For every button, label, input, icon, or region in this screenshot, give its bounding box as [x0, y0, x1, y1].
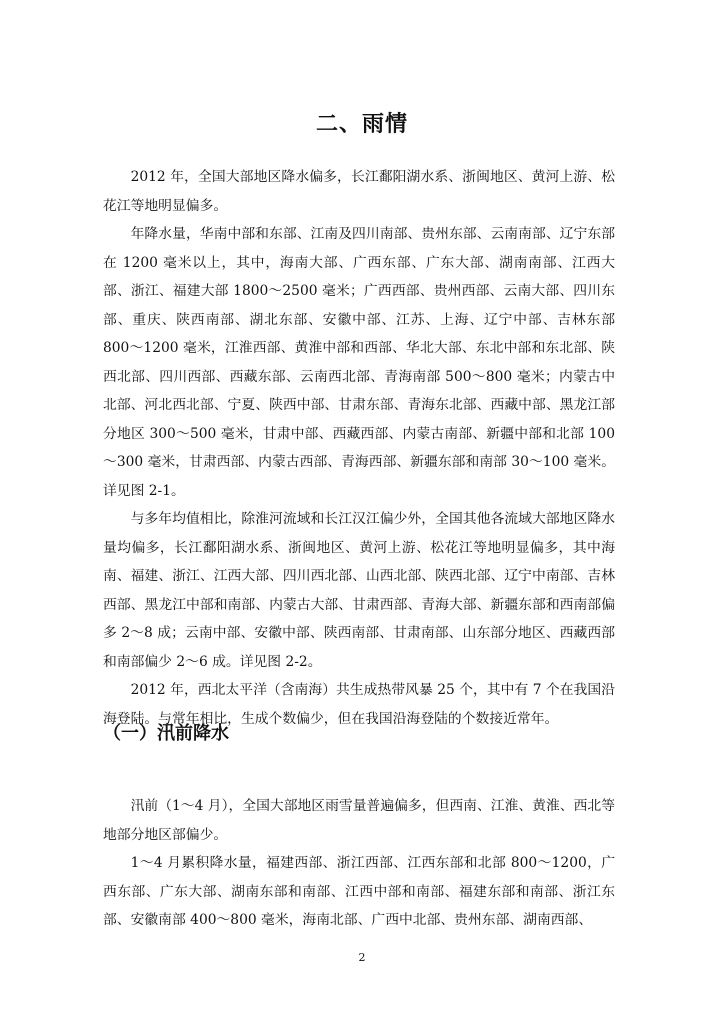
section-b-body — [103, 792, 615, 935]
subsection-heading: （一）汛前降水 — [103, 723, 229, 744]
paragraph: 1～4 月累积降水量，福建西部、浙江西部、江西东部和北部 800～1200，广西东部、广东大部、湖南东部和南部、江西中部和南部、福建东部和南部、浙江东部、安徽南部 400～800 毫米，海南北部、广西中北部、贵州东部、湖南西部、 — [103, 855, 615, 928]
page-number: 2 — [358, 951, 366, 964]
paragraph: 2012 年，全国大部地区降水偏多，长江鄱阳湖水系、浙闽地区、黄河上游、松花江等地明显偏多。 — [103, 169, 615, 214]
paragraph: 与多年均值相比，除淮河流域和长江汉江偏少外，全国其他各流域大部地区降水量均偏多，长江鄱阳湖水系、浙闽地区、黄河上游、松花江等地明显偏多，其中海南、福建、浙江、江西大部、四川西北部、山西北部、陕西北部、辽宁中南部、吉林西部、黑龙江中部和南部、内蒙古大部、甘肃西部、青海大部、新疆东部和西南部偏多 2～8 成；云南中部、安徽中部、陕西南部、甘肃南部、山东部分地区、西藏西部和南部偏少 2～6 成。详见图 2-2。 — [103, 511, 615, 670]
paragraph: 汛前（1～4 月），全国大部地区雨雪量普遍偏多，但西南、江淮、黄淮、西北等地部分地区部偏少。 — [103, 798, 615, 843]
paragraph: 2012 年，西北太平洋（含南海）共生成热带风暴 25 个，其中有 7 个在我国沿海登陆。与常年相比，生成个数偏少，但在我国沿海登陆的个数接近常年。 — [103, 682, 615, 727]
paragraph: 年降水量，华南中部和东部、江南及四川南部、贵州东部、云南南部、辽宁东部在 1200 毫米以上，其中，海南大部、广西东部、广东大部、湖南南部、江西大部、浙江、福建大部 1800～2500 毫米；广西西部、贵州西部、云南大部、四川东部、重庆、陕西南部、湖北东部、安徽中部、江苏、上海、辽宁中部、吉林东部 800～1200 毫米，江淮西部、黄淮中部和西部、华北大部、东北中部和东北部、陕西北部、四川西部、西藏东部、云南西北部、青海南部 500～800 毫米；内蒙古中北部、河北西北部、宁夏、陕西中部、甘肃东部、青海东北部、西藏中部、黑龙江部分地区 300～500 毫米，甘肃中部、西藏西部、内蒙古南部、新疆中部和北部 100～300 毫米，甘肃西部、内蒙古西部、青海西部、新疆东部和南部 30～100 毫米。详见图 2-1。 — [103, 226, 615, 499]
section-a-body — [103, 163, 615, 733]
section-title: 二、雨情 — [315, 112, 408, 137]
